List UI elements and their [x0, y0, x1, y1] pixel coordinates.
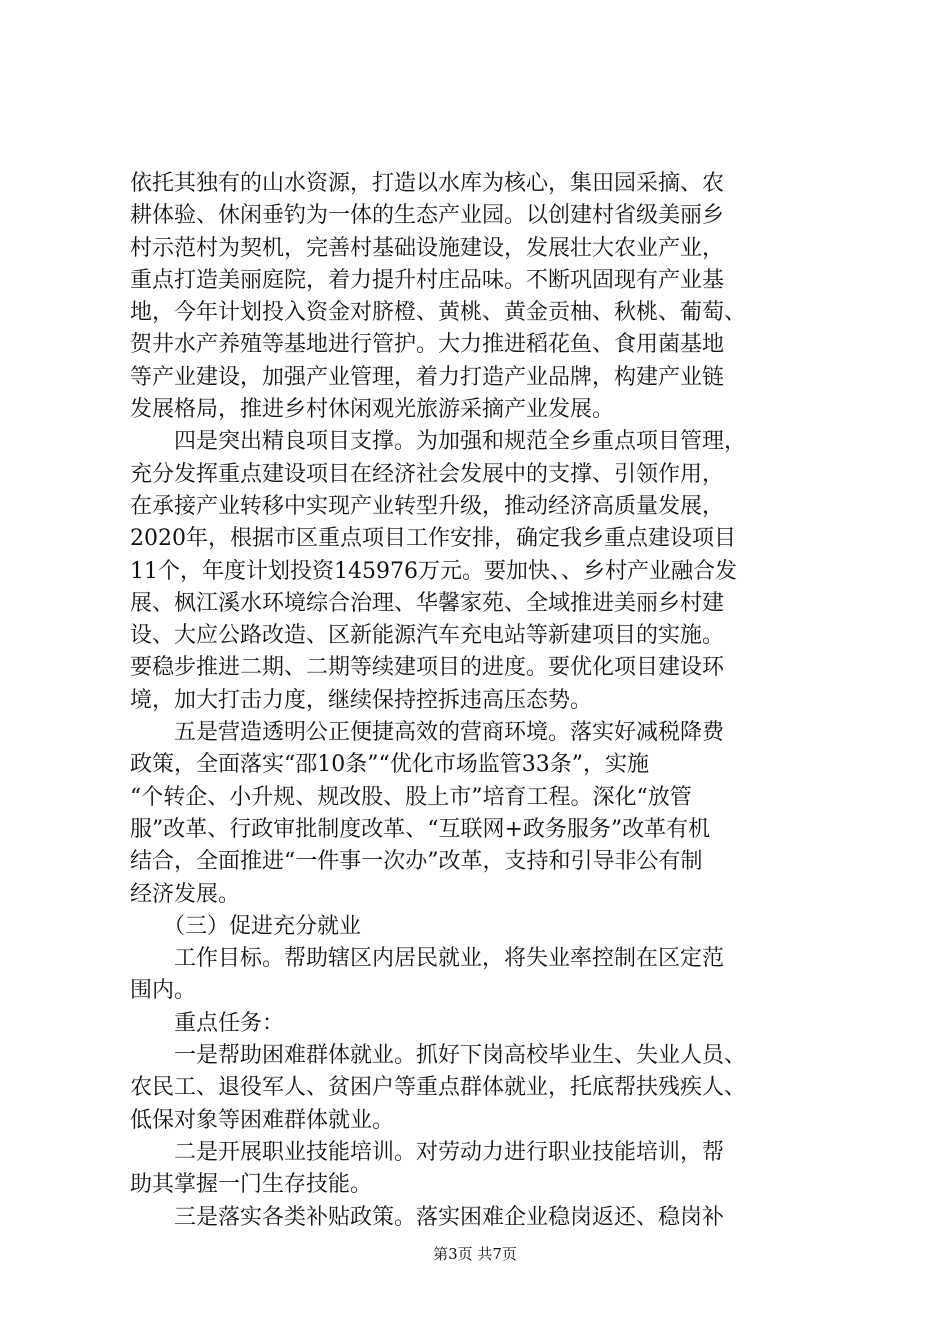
text-line: 三是落实各类补贴政策。落实困难企业稳岗返还、稳岗补 — [130, 1204, 725, 1230]
page-number-footer: 第3页 共7页 — [433, 1245, 517, 1263]
text-line: 依托其独有的山水资源，打造以水库为核心，集田园采摘、农 — [130, 171, 725, 196]
text-line: 结合，全面推进“一件事一次办”改革，支持和引导非公有制 — [130, 849, 703, 875]
text-line: 2020年，根据市区重点项目工作安排，确定我乡重点建设项目 — [130, 526, 736, 552]
text-line: 村示范村为契机，完善村基础设施建设，发展壮大农业产业， — [130, 235, 725, 261]
document-body — [130, 168, 830, 1234]
text-line: 一是帮助困难群体就业。抓好下岗高校毕业生、失业人员、 — [130, 1043, 747, 1069]
text-line: 服”改革、行政审批制度改革、“互联网+政务服务”改革有机 — [130, 816, 711, 842]
text-line: 二是开展职业技能培训。对劳动力进行职业技能培训，帮 — [130, 1139, 725, 1165]
text-line: 重点打造美丽庭院，着力提升村庄品味。不断巩固现有产业基 — [130, 267, 725, 293]
text-line: 要稳步推进二期、二期等续建项目的进度。要优化项目建设环 — [130, 655, 725, 681]
text-line: 重点任务： — [130, 1010, 285, 1036]
text-line: 11个，年度计划投资145976万元。要加快、、乡村产业融合发 — [130, 558, 737, 584]
text-line: 经济发展。 — [130, 881, 241, 907]
text-line: 发展格局，推进乡村休闲观光旅游采摘产业发展。 — [130, 397, 615, 423]
text-line: 等产业建设，加强产业管理，着力打造产业品牌，构建产业链 — [130, 364, 725, 390]
text-line: 政策，全面落实“邵10条”“优化市场监管33条”，实施 — [130, 752, 649, 778]
text-line: 在承接产业转移中实现产业转型升级，推动经济高质量发展， — [130, 493, 725, 519]
text-line: 四是突出精良项目支撑。为加强和规范全乡重点项目管理， — [130, 429, 747, 455]
text-line: 低保对象等困难群体就业。 — [130, 1107, 395, 1133]
text-line: 设、大应公路改造、区新能源汽车充电站等新建项目的实施。 — [130, 623, 725, 649]
text-line: 充分发挥重点建设项目在经济社会发展中的支撑、引领作用， — [130, 461, 725, 487]
text-line: 五是营造透明公正便捷高效的营商环境。落实好减税降费 — [130, 720, 725, 746]
text-line: 地，今年计划投入资金对脐橙、黄桃、黄金贡柚、秋桃、葡萄、 — [130, 300, 747, 326]
text-line: 农民工、退役军人、贫困户等重点群体就业，托底帮扶残疾人、 — [130, 1075, 747, 1101]
text-line: 围内。 — [130, 978, 197, 1004]
section-heading: （三）促进充分就业 — [130, 913, 362, 939]
text-line: 境，加大打击力度，继续保持控拆违高压态势。 — [130, 687, 593, 713]
text-line: 工作目标。帮助辖区内居民就业，将失业率控制在区定范 — [130, 946, 725, 972]
text-line: 贺井水产养殖等基地进行管护。大力推进稻花鱼、食用菌基地 — [130, 332, 725, 358]
text-line: 展、枫江溪水环境综合治理、华馨家苑、全域推进美丽乡村建 — [130, 590, 725, 616]
text-line: “个转企、小升规、规改股、股上市”培育工程。深化“放管 — [130, 784, 692, 810]
text-line: 助其掌握一门生存技能。 — [130, 1172, 373, 1198]
text-line: 耕体验、休闲垂钓为一体的生态产业园。以创建村省级美丽乡 — [130, 203, 725, 229]
